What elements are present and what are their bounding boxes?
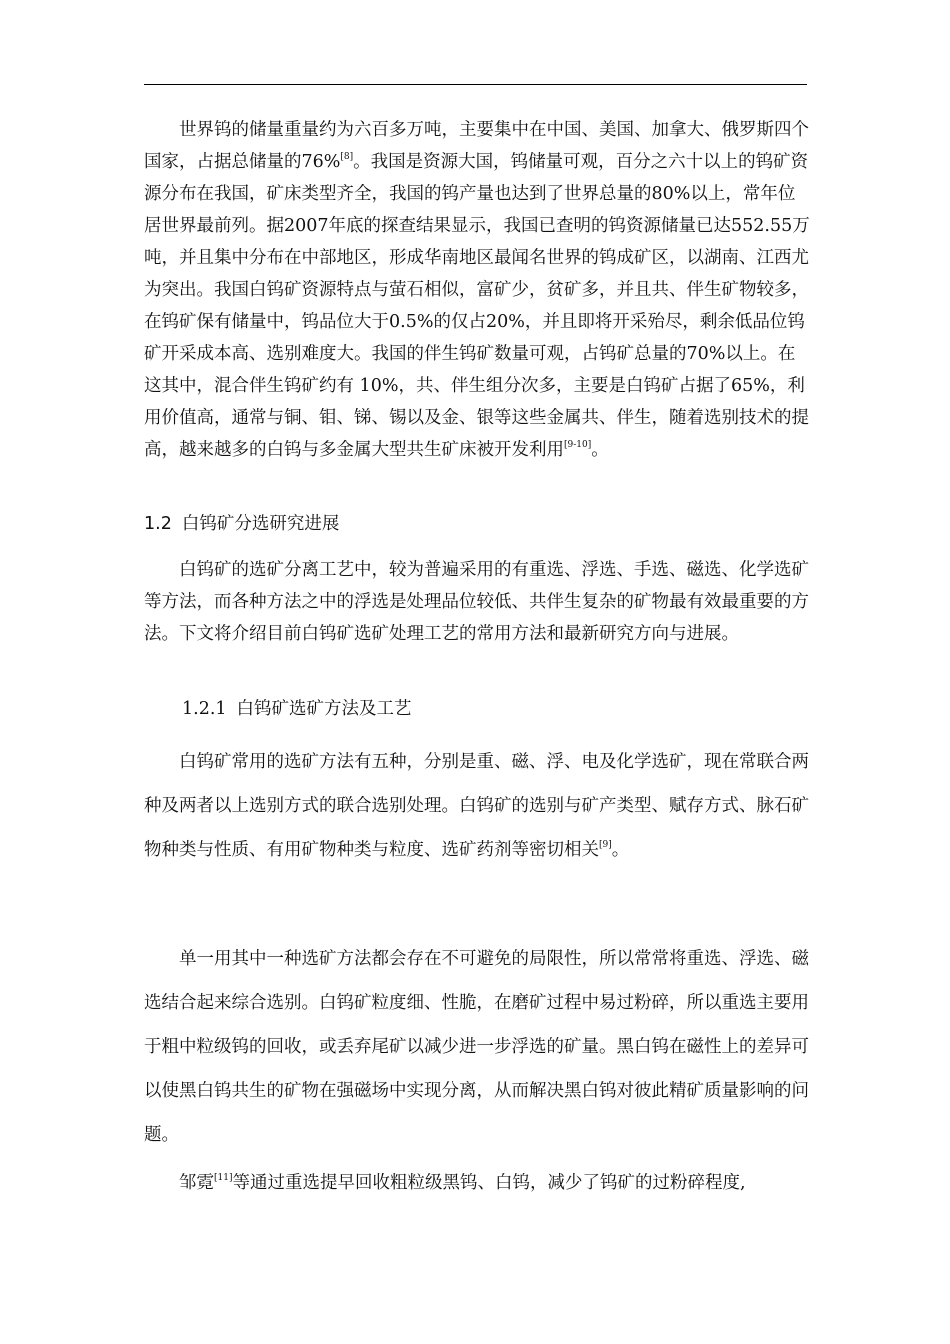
paragraph-text: 白钨矿常用的选矿方法有五种，分别是重、磁、浮、电及化学选矿，现在常联合两种及两者以上选别方式的联合选别处理。白钨矿的选别与矿产类型、赋存方式、脉石矿物种类与性质、有用矿物种类与粒度、选矿药剂等密切相关	[144, 752, 809, 860]
citation: [8]	[340, 152, 354, 162]
header-rule	[144, 84, 807, 85]
section-heading	[144, 510, 339, 535]
citation: [9-10]	[564, 440, 592, 450]
section-number: 1.2	[144, 514, 172, 534]
paragraph-common-methods	[144, 740, 810, 872]
paragraph-text: 单一用其中一种选矿方法都会存在不可避免的局限性，所以常常将重选、浮选、磁选结合起来综合选别。白钨矿粒度细、性脆，在磨矿过程中易过粉碎，所以重选主要用于粗中粒级钨的回收，或丢弃尾矿以减少进一步浮选的矿量。黑白钨在磁性上的差异可以使黑白钨共生的矿物在强磁场中实现分离，从而解决黑白钨对彼此精矿质量影响的问题。	[144, 949, 809, 1145]
paragraph-text: 世界钨的储量重量约为六百多万吨，主要集中在中国、美国、加拿大、俄罗斯四个国家，占据总储量的76%	[144, 120, 809, 172]
paragraph-tungsten-reserves	[144, 114, 810, 466]
subsection-heading	[182, 695, 412, 720]
paragraph-zou-study	[144, 1161, 810, 1205]
section-title: 白钨矿分选研究进展	[181, 514, 340, 534]
paragraph-text: 。	[591, 440, 609, 460]
paragraph-separation-methods	[144, 554, 810, 650]
paragraph-text: 白钨矿的选矿分离工艺中，较为普遍采用的有重选、浮选、手选、磁选、化学选矿等方法，而各种方法之中的浮选是处理品位较低、共伴生复杂的矿物最有效最重要的方法。下文将介绍目前白钨矿选矿处理工艺的常用方法和最新研究方向与进展。	[144, 560, 809, 644]
paragraph-text: 。	[611, 840, 630, 860]
subsection-number: 1.2.1	[182, 699, 227, 719]
citation: [9]	[599, 840, 612, 850]
paragraph-text: 。我国是资源大国，钨储量可观，百分之六十以上的钨矿资源分布在我国，矿床类型齐全，我国的钨产量也达到了世界总量的80%以上，常年位居世界最前列。据2007年底的探查结果显示，我国已查明的钨资源储量已达552.55万吨，并且集中分布在中部地区，形成华南地区最闻名世界的钨成矿区，以湖南、江西尤为突出。我国白钨矿资源特点与萤石相似，富矿少，贫矿多，并且共、伴生矿物较多，在钨矿保有储量中，钨品位大于0.5%的仅占20%，并且即将开采殆尽，剩余低品位钨矿开采成本高、选别难度大。我国的伴生钨矿数量可观，占钨矿总量的70%以上。在这其中，混合伴生钨矿约有 10%，共、伴生组分次多，主要是白钨矿占据了65%，利用价值高，通常与铜、钼、锑、锡以及金、银等这些金属共、伴生，随着选别技术的提高，越来越多的白钨与多金属大型共生矿床被开发利用	[144, 152, 810, 460]
subsection-title: 白钨矿选矿方法及工艺	[236, 699, 412, 719]
citation: [11]	[214, 1173, 233, 1183]
paragraph-text: 等通过重选提早回收粗粒级黑钨、白钨，减少了钨矿的过粉碎程度,	[232, 1173, 746, 1193]
paragraph-text: 邹霓	[179, 1173, 214, 1193]
paragraph-combined-separation	[144, 937, 810, 1157]
